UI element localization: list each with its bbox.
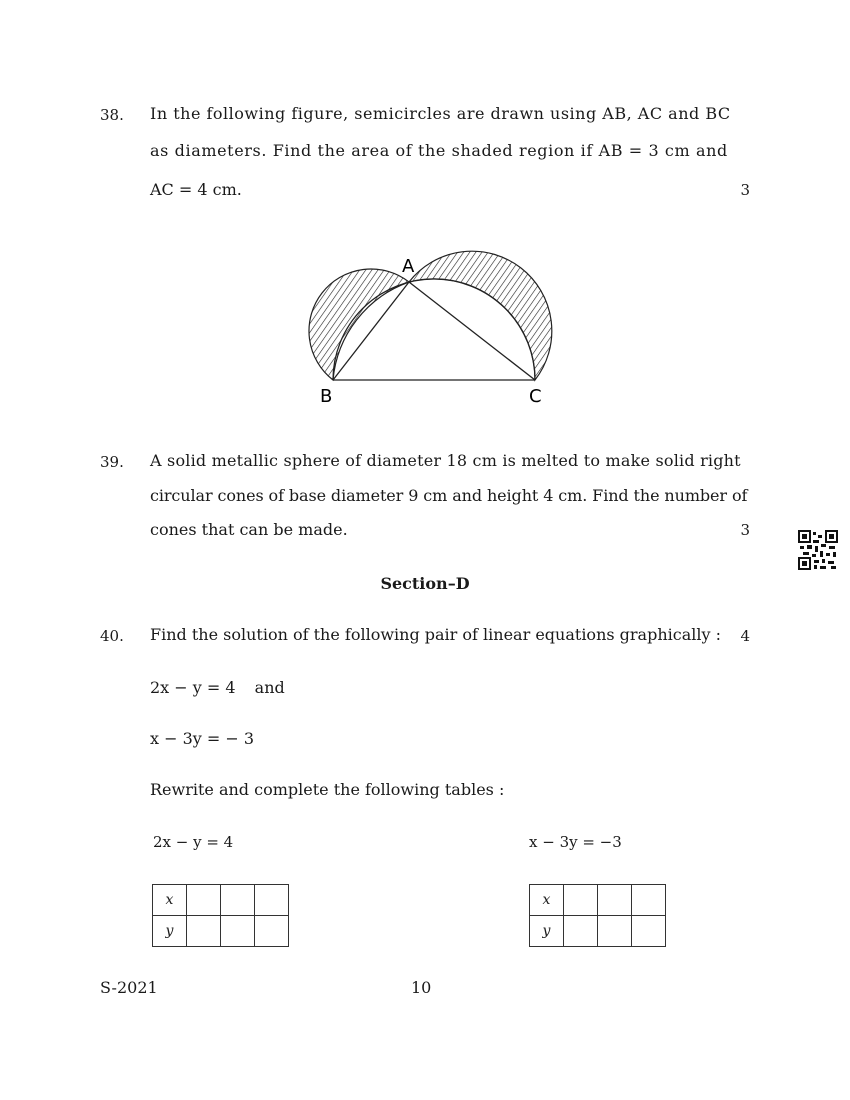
table-1-caption: 2x − y = 4	[153, 833, 234, 851]
table-cell	[187, 885, 221, 916]
table-cell	[221, 916, 255, 947]
label-b: B	[320, 386, 333, 407]
q40-instruction: Rewrite and complete the following tables :	[150, 780, 505, 799]
page-number: 10	[411, 978, 432, 997]
table-cell	[564, 916, 598, 947]
table-1-row-x	[153, 885, 289, 916]
shaded-region-ac	[409, 251, 552, 380]
equation-joiner: and	[254, 678, 285, 697]
q40-equation-1	[150, 678, 750, 697]
q39-marks: 3	[740, 521, 750, 539]
label-c: C	[529, 386, 542, 407]
q38-line-1: In the following figure, semicircles are drawn using AB, AC and BC	[150, 104, 731, 123]
q38-line-2: as diameters. Find the area of the shaded region if AB = 3 cm and	[150, 141, 728, 160]
table-cell	[632, 885, 666, 916]
table-cell	[564, 885, 598, 916]
q40-number: 40.	[100, 627, 124, 645]
table-cell	[255, 916, 289, 947]
table-cell	[598, 885, 632, 916]
q38-line-3: AC = 4 cm.	[150, 180, 242, 199]
table-2-row-y	[530, 916, 666, 947]
table-1-label-y: y	[153, 916, 187, 947]
table-2-label-y: y	[530, 916, 564, 947]
table-2	[529, 884, 666, 947]
shaded-region-ab	[309, 269, 409, 380]
q40-marks: 4	[740, 627, 750, 645]
qr-code	[798, 530, 838, 570]
table-2-row-x	[530, 885, 666, 916]
q39-line-1: A solid metallic sphere of diameter 18 cm is melted to make solid right	[150, 451, 741, 470]
paper-code: S-2021	[100, 978, 158, 997]
table-cell	[598, 916, 632, 947]
table-cell	[632, 916, 666, 947]
table-2-caption: x − 3y = −3	[529, 833, 622, 851]
q39-number: 39.	[100, 453, 124, 471]
semicircles-figure	[300, 250, 560, 410]
table-1-row-y	[153, 916, 289, 947]
label-a: A	[402, 256, 415, 277]
q38-number: 38.	[100, 106, 124, 124]
table-1-label-x: x	[153, 885, 187, 916]
q40-question: Find the solution of the following pair of linear equations graphically :	[150, 625, 722, 644]
q39-line-2: circular cones of base diameter 9 cm and height 4 cm. Find the number of	[150, 486, 748, 505]
table-cell	[221, 885, 255, 916]
table-cell	[187, 916, 221, 947]
q40-equation-2: x − 3y = − 3	[150, 729, 255, 748]
table-2-label-x: x	[530, 885, 564, 916]
section-title: Section–D	[380, 574, 470, 593]
equation-1-text: 2x − y = 4	[150, 678, 236, 697]
table-1	[152, 884, 289, 947]
q38-marks: 3	[740, 181, 750, 199]
table-cell	[255, 885, 289, 916]
q39-line-3: cones that can be made.	[150, 520, 348, 539]
